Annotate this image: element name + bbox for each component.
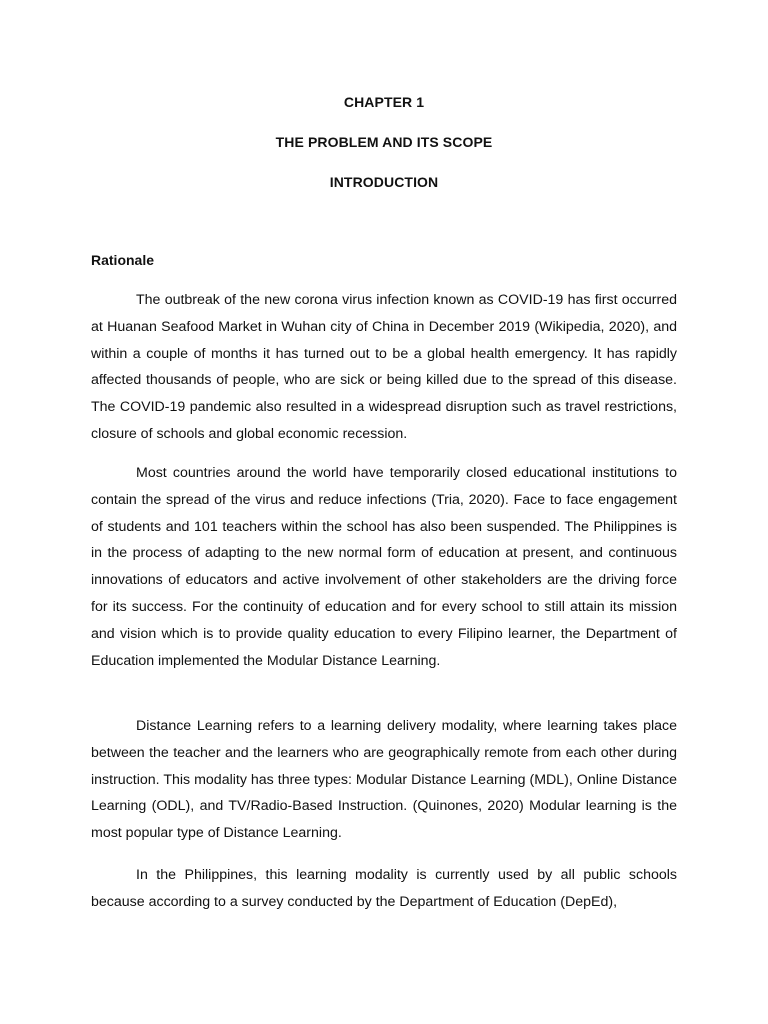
paragraph-3: Distance Learning refers to a learning delivery modality, where learning takes place between the teacher and the learners who are geographically remote from each other during instruction. This modality has three types: Modular Distance Learning (MDL), Online Distance Learning (ODL), and TV/Radio-Based Instruction. (Quinones, 2020) Modular learning is the most popular type of Distance Learning. [91, 718, 677, 842]
paragraph-2: Most countries around the world have temporarily closed educational institutions to contain the spread of the virus and reduce infections (Tria, 2020). Face to face engagement of students and 101 teachers within the school has also been suspended. The Philippines is in the process of adapting to the new normal form of education at present, and continuous innovations of educators and active involvement of other stakeholders are the driving force for its success. For the continuity of education and for every school to still attain its mission and vision which is to provide quality education to every Filipino learner, the Department of Education implemented the Modular Distance Learning. [91, 465, 677, 669]
paragraph-4: In the Philippines, this learning modality is currently used by all public schools because according to a survey conducted by the Department of Education (DepEd), [91, 867, 677, 910]
paragraph-1: The outbreak of the new corona virus infection known as COVID-19 has first occurred at Huanan Seafood Market in Wuhan city of China in December 2019 (Wikipedia, 2020), and within a couple of months it has turned out to be a global health emergency. It has rapidly affected thousands of people, who are sick or being killed due to the spread of this disease. The COVID-19 pandemic also resulted in a widespread disruption such as travel restrictions, closure of schools and global economic recession. [91, 292, 677, 442]
introduction-heading: INTRODUCTION [329, 174, 439, 190]
chapter-heading: CHAPTER 1 [343, 94, 425, 110]
chapter-title: THE PROBLEM AND ITS SCOPE [275, 134, 493, 150]
section-heading-rationale: Rationale [91, 252, 155, 268]
